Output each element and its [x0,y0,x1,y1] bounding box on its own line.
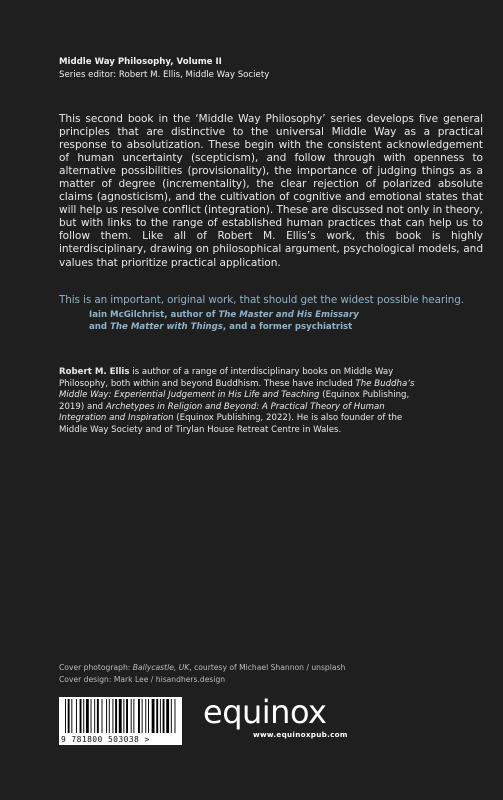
barcode-bar [133,699,134,733]
bio-book-2: Archetypes in Religion and Beyond: A Practical Theory of Human Integration and Inspiration [59,401,385,423]
barcode-bar [76,699,77,733]
barcode-bar [91,699,92,733]
isbn-digits: 9 781800 503038 > [61,735,150,744]
barcode-bar [163,699,165,733]
barcode-bar [94,699,95,733]
barcode-bar [138,699,140,733]
barcode-bar [71,699,72,733]
barcode-bar [126,699,128,733]
publisher-website: www.equinoxpub.com [253,730,348,739]
photo-credit-prefix: Cover photograph: [59,663,133,672]
barcode-bar [160,699,161,733]
attribution-book-1: The Master and His Emissary [218,310,359,320]
barcode-bar [102,699,103,733]
barcode-bar [115,699,117,733]
endorsement-quote: This is an important, original work, that should get the widest possible hearing. [59,294,464,306]
barcode-bar [112,699,113,733]
barcode-bar [123,699,124,733]
book-description: This second book in the ‘Middle Way Philosophy’ series develops five general principles that are distinctive to the universal Middle Way as a practical response to absolutization. These begin with the consistent acknowledgement of human uncertainty (scepticism), and follow through with openness to alternative possibilities (provisionality), the importance of judging things as a matter of degree (incrementality), the clear rejection of polarized absolute claims (agnosticism), and the cultivation of cognitive and emotional states that will help us resolve conflict (integration). These are discussed not only in theory, but with links to the range of established human practices that can help us to follow them. Like all of Robert M. Ellis’s work, this book is highly interdisciplinary, drawing on philosophical argument, psychological models, and values that prioritize practical application. [59,113,483,269]
barcode-bar [142,699,143,733]
barcode-bar [86,699,89,733]
isbn-barcode [59,697,182,745]
series-title: Middle Way Philosophy, Volume II [59,57,222,67]
attribution-book-2: The Matter with Things [110,321,223,332]
barcode-bar [145,699,146,733]
attribution-and: and [89,321,111,332]
attribution-prefix: Iain McGilchrist, author of [89,310,219,320]
barcode-bar [106,699,107,733]
series-info [59,56,459,82]
endorsement-attribution [89,310,459,333]
barcode-bar [65,699,66,733]
bio-book-1: The Buddha’s Middle Way: Experiential Judgement in His Life and Teaching [59,378,415,400]
barcode-bar [166,699,169,733]
attribution-suffix: , and a former psychiatrist [222,321,353,332]
photo-credit-suffix: , courtesy of Michael Shannon / unsplash [189,663,346,672]
photo-credit [59,662,459,674]
barcode-bar [175,699,176,733]
author-bio [59,367,421,436]
barcode-bar [171,699,172,733]
cover-credits [59,662,459,685]
barcode-bar [119,699,122,733]
barcode-bar [156,699,158,733]
publisher-logo [203,693,393,731]
design-credit: Cover design: Mark Lee / hisandhers.design [59,674,226,684]
bio-text-2: (Equinox Publishing, 2019) and [59,390,410,412]
photo-credit-place: Ballycastle, UK [132,663,190,672]
barcode-bar [97,699,99,733]
barcode-bars [59,697,182,735]
barcode-bar [131,699,132,733]
barcode-bar [148,699,149,733]
barcode-bar [83,699,84,733]
barcode-bar [68,699,70,733]
series-editor: Series editor: Robert M. Ellis, Middle Way Society [59,70,270,80]
barcode-bar [152,699,155,733]
author-name: Robert M. Ellis [59,367,130,377]
barcode-bar [80,699,82,733]
bio-text-1: is author of a range of interdisciplinary books on Middle Way Philosophy, both within and beyond Buddhism. These have included [59,367,394,389]
barcode-bar [109,699,110,733]
logo-wordmark: equinox [203,693,327,731]
bio-text-3: (Equinox Publishing, 2022). He is also founder of the Middle Way Society and of Tirylan House Retreat Centre in Wales. [59,413,403,435]
